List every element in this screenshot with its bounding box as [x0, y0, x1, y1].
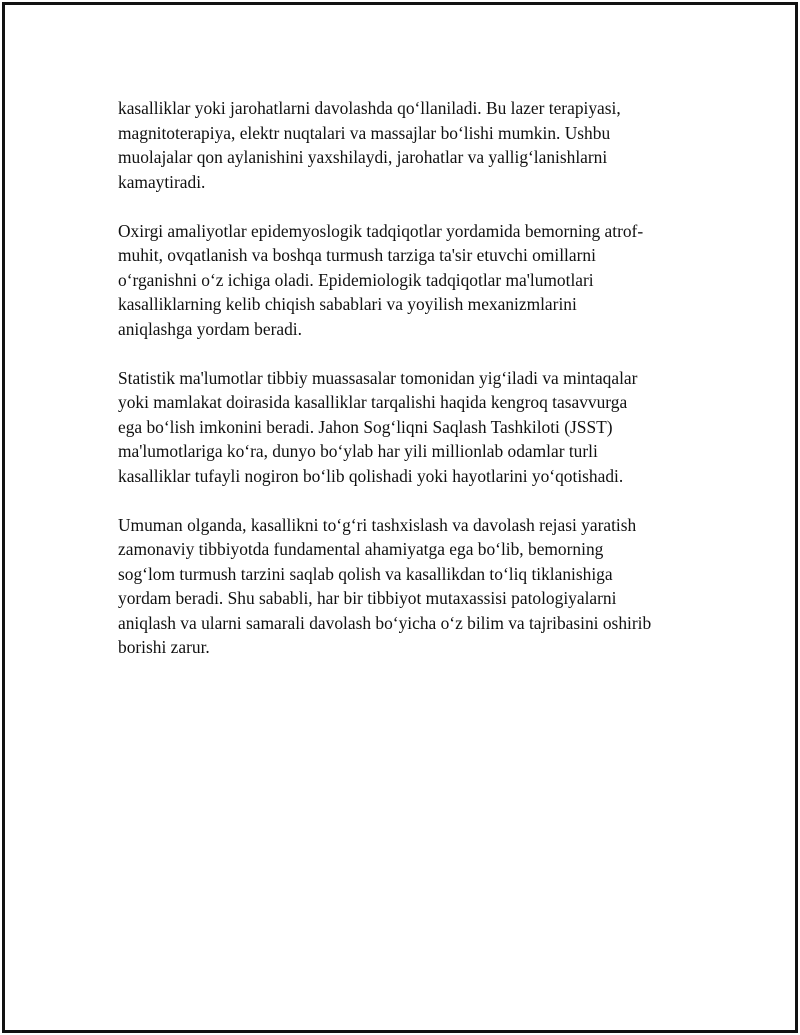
page-frame	[2, 2, 798, 1033]
paragraph-1	[118, 96, 693, 194]
text-line: ma'lumotlariga ko‘ra, dunyo bo‘ylab har yili millionlab odamlar turli	[118, 441, 598, 461]
text-line: o‘rganishni o‘z ichiga oladi. Epidemiologik tadqiqotlar ma'lumotlari	[118, 269, 594, 290]
text-line: sog‘lom turmush tarzini saqlab qolish va kasallikdan to‘liq tiklanishiga	[118, 563, 613, 584]
text-line: Statistik ma'lumotlar tibbiy muassasalar tomonidan yig‘iladi va mintaqalar	[118, 367, 638, 388]
text-line: borishi zarur.	[118, 637, 210, 657]
paragraph-4	[118, 513, 693, 660]
text-line: muolajalar qon aylanishini yaxshilaydi, jarohatlar va yallig‘lanishlarni	[118, 147, 608, 167]
text-line: kamaytiradi.	[118, 171, 206, 192]
paragraph-2	[118, 219, 693, 342]
text-line: Umuman olganda, kasallikni to‘g‘ri tashxislash va davolash rejasi yaratish	[118, 514, 637, 535]
text-line: kasalliklar yoki jarohatlarni davolashda qo‘llaniladi. Bu lazer terapiyasi,	[118, 98, 621, 118]
text-line: yordam beradi. Shu sababli, har bir tibbiyot mutaxassisi patologiyalarni	[118, 588, 617, 608]
text-line: aniqlashga yordam beradi.	[118, 318, 302, 339]
text-line: aniqlash va ularni samarali davolash bo‘yicha o‘z bilim va tajribasini oshirib	[118, 612, 652, 633]
text-line: ega bo‘lish imkonini beradi. Jahon Sog‘liqni Saqlash Tashkiloti (JSST)	[118, 416, 613, 437]
paragraph-3	[118, 366, 693, 489]
text-line: kasalliklarning kelib chiqish sabablari va yoyilish mexanizmlarini	[118, 294, 577, 314]
text-line: muhit, ovqatlanish va boshqa turmush tarziga ta'sir etuvchi omillarni	[118, 245, 596, 265]
text-line: magnitoterapiya, elektr nuqtalari va massajlar bo‘lishi mumkin. Ushbu	[118, 122, 611, 143]
text-line: Oxirgi amaliyotlar epidemyoslogik tadqiqotlar yordamida bemorning atrof-	[118, 220, 644, 241]
text-line: kasalliklar tufayli nogiron bo‘lib qolishadi yoki hayotlarini yo‘qotishadi.	[118, 465, 624, 486]
text-line: zamonaviy tibbiyotda fundamental ahamiyatga ega bo‘lib, bemorning	[118, 539, 604, 559]
document-body	[118, 96, 693, 660]
text-line: yoki mamlakat doirasida kasalliklar tarqalishi haqida kengroq tasavvurga	[118, 392, 628, 412]
